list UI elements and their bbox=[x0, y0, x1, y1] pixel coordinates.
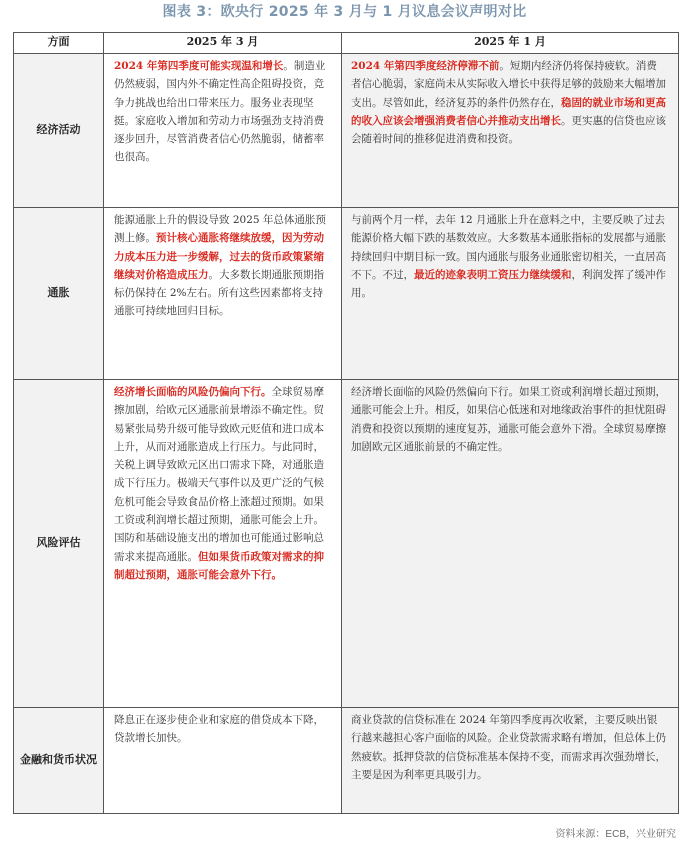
table-row bbox=[14, 54, 679, 208]
chart-title: 图表 3：欧央行 2025 年 3 月与 1 月议息会议声明对比 bbox=[162, 4, 527, 20]
march-cell bbox=[104, 380, 342, 708]
table-row bbox=[14, 708, 679, 814]
table-row bbox=[14, 208, 679, 380]
body-text: 。短期内经济仍将保持疲软。消费者信心脆弱，家庭尚未从实际收入增长中获得足够的鼓励来大幅增加支出。尽管如此，经济复苏的条件仍然存在， bbox=[351, 60, 666, 109]
body-text: 与前两个月一样，去年 12 月通胀上升在意料之中，主要反映了过去能源价格大幅下跌的基数效应。大多数基本通胀指标的发展都与通胀持续回归中期目标一致。国内通胀与服务业通胀密切相关，一直居高不下。不过， bbox=[351, 214, 666, 281]
march-cell bbox=[104, 208, 342, 380]
january-cell bbox=[342, 54, 679, 208]
january-cell bbox=[342, 708, 679, 814]
highlight-text: 2024 年第四季度经济停滞不前 bbox=[351, 60, 500, 72]
body-text: 全球贸易摩擦加剧，给欧元区通胀前景增添不确定性。贸易紧张局势升级可能导致欧元贬值和进口成本上升，从而对通胀造成上行压力。与此同时，关税上调导致欧元区出口需求下降，对通胀造成下行压力。极端天气事件以及更广泛的气候危机可能会导致食品价格上涨超过预期。如果工资或利润增长超过预期，通胀可能会上升。国防和基础设施支出的增加也可能通过影响总需求来提高通胀。 bbox=[114, 386, 324, 563]
header-row bbox=[14, 33, 679, 54]
source-note: 资料来源：ECB，兴业研究 bbox=[555, 829, 676, 840]
category-cell: 风险评估 bbox=[14, 380, 104, 708]
january-cell bbox=[342, 380, 679, 708]
table-row bbox=[14, 380, 679, 708]
header-march: 2025 年 3 月 bbox=[104, 33, 342, 54]
highlight-text: 但如果货币政策对需求的抑制超过预期，通胀可能会意外下行。 bbox=[114, 550, 324, 581]
highlight-text: 预计核心通胀将继续放缓，因为劳动力成本压力进一步缓解，过去的货币政策紧缩继续对价格造成压力 bbox=[114, 232, 324, 281]
header-january: 2025 年 1 月 bbox=[342, 33, 679, 54]
header-aspect: 方面 bbox=[14, 33, 104, 54]
body-text: 降息正在逐步使企业和家庭的借贷成本下降，贷款增长加快。 bbox=[114, 714, 324, 745]
highlight-text: 经济增长面临的风险仍偏向下行。 bbox=[114, 386, 272, 398]
category-cell: 金融和货币状况 bbox=[14, 708, 104, 814]
body-text: 能源通胀上升的假设导致 2025 年总体通胀预测上修。 bbox=[114, 214, 326, 245]
category-cell: 通胀 bbox=[14, 208, 104, 380]
highlight-text: 稳固的就业市场和更高的收入应该会增强消费者信心并推动支出增长 bbox=[351, 96, 666, 127]
category-cell: 经济活动 bbox=[14, 54, 104, 208]
highlight-text: 2024 年第四季度可能实现温和增长 bbox=[114, 60, 284, 72]
body-text: ，利润发挥了缓冲作用。 bbox=[351, 268, 666, 300]
highlight-text: 最近的迹象表明工资压力继续缓和 bbox=[414, 268, 572, 281]
body-text: 经济增长面临的风险仍然偏向下行。如果工资或利润增长超过预期，通胀可能会上升。相反，如果信心低迷和对地缘政治事件的担忧阻碍消费和投资以预期的速度复苏，通胀可能会意外下滑。全球贸易摩擦加剧欧元区通胀前景的不确定性。 bbox=[351, 386, 666, 453]
march-cell bbox=[104, 708, 342, 814]
body-text: 。制造业仍然疲弱，国内外不确定性高企阻碍投资，竞争力挑战也给出口带来压力。服务业表现坚挺。家庭收入增加和劳动力市场强劲支持消费逐步回升，尽管消费者信心仍然脆弱，储蓄率也很高。 bbox=[114, 60, 326, 164]
body-text: 。更实惠的信贷也应该会随着时间的推移促进消费和投资。 bbox=[351, 114, 666, 146]
january-cell bbox=[342, 208, 679, 380]
body-text: 商业贷款的信贷标准在 2024 年第四季度再次收紧，主要反映出银行越来越担心客户面临的风险。企业贷款需求略有增加，但总体上仍然疲软。抵押贷款的信贷标准基本保持不变，而需求再次强劲增长，主要是因为利率更具吸引力。 bbox=[351, 714, 666, 781]
comparison-table bbox=[13, 32, 679, 814]
march-cell bbox=[104, 54, 342, 208]
body-text: 。大多数长期通胀预期指标仍保持在 2%左右。所有这些因素都将支持通胀可持续地回归目标。 bbox=[114, 268, 324, 318]
